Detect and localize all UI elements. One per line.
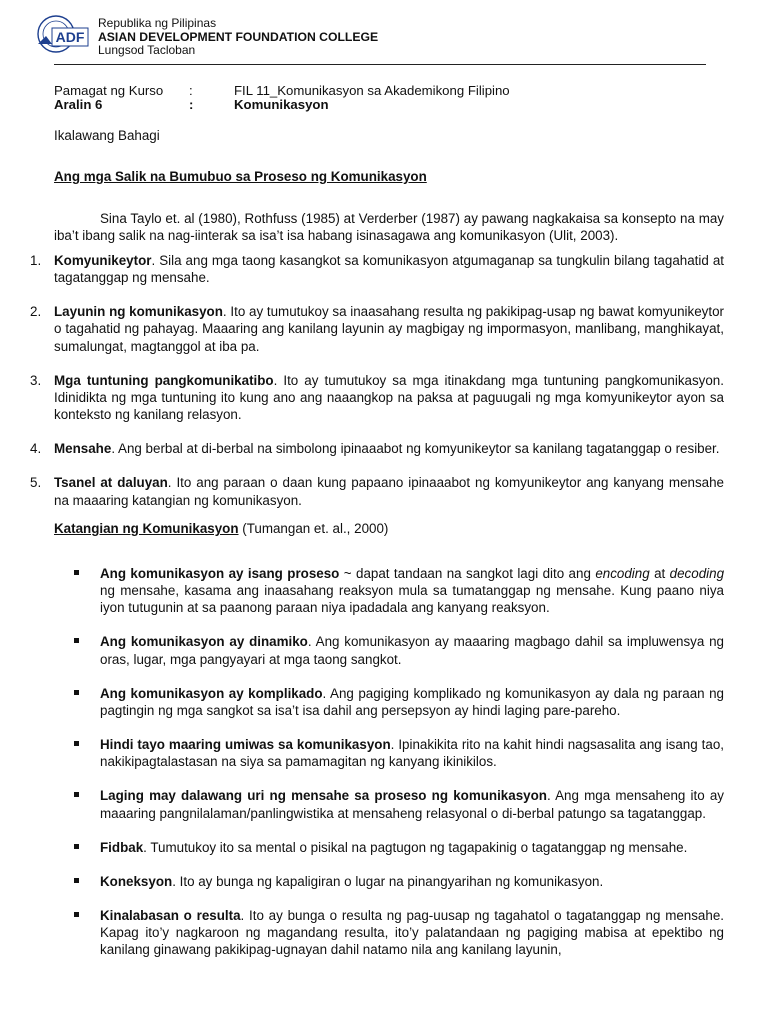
characteristic-term: Laging may dalawang uri ng mensahe sa proseso ng komunikasyon	[100, 788, 547, 804]
factor-item	[0, 372, 724, 423]
characteristic-item	[0, 787, 724, 821]
header-divider	[54, 64, 706, 65]
factor-text: . Ito ay tumutukoy sa mga itinakdang mga tuntuning pangkomunikasyon. Idinidikta ng mga tuntuning ito kung ano ang naaangkop na paksa at paguugali ng mga komyunikeytor ayon sa konteksto ng kanilang relasyon.	[54, 372, 724, 423]
factor-number: 5.	[30, 475, 42, 491]
college-logo	[32, 14, 92, 54]
characteristic-term: Hindi tayo maaring umiwas sa komunikasyon	[100, 737, 391, 753]
factor-term: Layunin ng komunikasyon	[54, 304, 223, 320]
course-label: Pamagat ng Kurso	[54, 83, 164, 98]
characteristic-term: Ang komunikasyon ay dinamiko	[100, 634, 308, 650]
characteristic-item	[0, 907, 724, 958]
factor-text: . Ito ay tumutukoy sa inaasahang resulta ng pakikipag-usap ng bawat komyunikeytor o tagahatid ng pahayag. Maaaring ang kanilang layunin ay magbigay ng impormasyon, manlibang, manghikayat, sumalungat, magtanggol at iba pa.	[54, 304, 724, 354]
course-value: FIL 11_Komunikasyon sa Akademikong Filipino	[234, 83, 510, 98]
factor-number: 2.	[30, 304, 42, 320]
lesson-row	[0, 97, 768, 113]
factor-item	[0, 252, 724, 286]
factor-term: Tsanel at daluyan	[54, 475, 168, 491]
characteristic-text: . Ang mga mensaheng ito ay maaaring pangnilalaman/panlingwistika at mensaheng relasyonal o di-berbal patungo sa tagatanggap.	[100, 788, 724, 821]
factor-item	[0, 303, 724, 354]
factor-number: 4.	[30, 441, 42, 457]
square-bullet-icon	[74, 878, 79, 883]
square-bullet-icon	[74, 690, 79, 695]
factor-number: 3.	[30, 372, 42, 388]
factor-text: . Sila ang mga taong kasangkot sa komunikasyon atgumaganap sa tungkulin bilang tagahatid at tagatanggap ng mensahe.	[54, 253, 724, 286]
factor-term: Mga tuntuning pangkomunikatibo	[54, 372, 274, 388]
header-college: ASIAN DEVELOPMENT FOUNDATION COLLEGE	[98, 30, 379, 44]
characteristic-item	[0, 565, 724, 616]
characteristic-text: . Tumutukoy ito sa mental o pisikal na pagtugon ng tagapakinig o tagatanggap ng mensahe.	[143, 839, 688, 855]
lesson-value: Komunikasyon	[234, 97, 329, 112]
characteristic-item	[0, 873, 724, 890]
header-republic: Republika ng Pilipinas	[98, 16, 217, 30]
factor-item	[0, 474, 724, 508]
section-title: Ang mga Salik na Bumubuo sa Proseso ng Komunikasyon	[54, 169, 427, 184]
square-bullet-icon	[74, 844, 79, 849]
square-bullet-icon	[74, 570, 79, 575]
characteristics-title: Katangian ng Komunikasyon	[54, 521, 239, 536]
course-colon: :	[189, 83, 193, 98]
characteristic-term: Koneksyon	[100, 873, 173, 889]
lesson-colon: :	[189, 97, 194, 112]
square-bullet-icon	[74, 912, 79, 917]
characteristic-text: at	[649, 566, 670, 581]
square-bullet-icon	[74, 638, 79, 643]
characteristic-text: ng mensahe, kasama ang inaasahang reaksyon mula sa tumatanggap ng mensahe. Kung paano niya iyon tutugunin at sa paanong paraan niya ipadadala ang kanyang reaksyon.	[100, 583, 724, 616]
characteristic-text: . Ito ay bunga o resulta ng pag-uusap ng tagahatol o tagatanggap ng mensahe. Kapag ito’y nagkaroon ng magandang resulta, ito’y palatandaan ng pagiging mabisa at epektibo ng kanilang ginawang pakikipag-ugnayan dahil natamo nila ang kanilang layunin,	[100, 908, 724, 958]
characteristic-term: Ang komunikasyon ay komplikado	[100, 685, 323, 701]
intro-paragraph: Sina Taylo et. al (1980), Rothfuss (1985) at Verderber (1987) ay pawang nagkakaisa sa konsepto na may iba’t ibang salik na nag-iinterak sa isa’t isa habang isinasagawa ang komunikasyon (Ulit, 2003).	[54, 211, 724, 244]
square-bullet-icon	[74, 792, 79, 797]
characteristic-term: Fidbak	[100, 839, 144, 855]
characteristics-citation: (Tumangan et. al., 2000)	[238, 521, 389, 536]
factor-number: 1.	[30, 253, 42, 268]
characteristic-term: Kinalabasan o resulta	[100, 908, 241, 924]
characteristic-item	[0, 633, 724, 667]
lesson-label: Aralin 6	[54, 97, 103, 112]
factor-text: . Ang berbal at di-berbal na simbolong ipinaaabot ng komyunikeytor sa kanilang tagatanggap o resiber.	[111, 441, 720, 457]
characteristic-text: . Ang komunikasyon ay maaaring magbago dahil sa impluwensya ng oras, lugar, mga pangyayari at mga taong sangkot.	[100, 634, 724, 667]
factor-text: . Ito ang paraan o daan kung papaano ipinaaabot ng komyunikeytor ang kanyang mensahe na maaaring katangian ng komunikasyon.	[54, 475, 724, 508]
square-bullet-icon	[74, 741, 79, 746]
characteristic-text: ~ dapat tandaan na sangkot lagi dito ang	[339, 566, 596, 581]
characteristics-list	[0, 565, 724, 959]
characteristic-text: . Ang pagiging komplikado ng komunikasyon ay dala ng paraan ng pagtingin ng mga sangkot sa isa’t isa dahil ang persepsyon ay hindi laging pare-pareho.	[100, 685, 724, 718]
factor-term: Mensahe	[54, 441, 112, 457]
characteristic-item	[0, 685, 724, 719]
emphasis-decoding: decoding	[669, 566, 725, 581]
factor-item	[0, 440, 724, 457]
characteristic-text: . Ito ay bunga ng kapaligiran o lugar na pinangyarihan ng komunikasyon.	[172, 873, 604, 889]
factor-term: Komyunikeytor	[54, 253, 152, 268]
logo-text: ADF	[55, 29, 85, 45]
characteristic-item	[0, 736, 724, 770]
characteristic-item	[0, 839, 724, 856]
emphasis-encoding: encoding	[595, 566, 650, 581]
factors-list	[0, 252, 724, 509]
characteristic-term: Ang komunikasyon ay isang proseso	[100, 566, 340, 581]
header-city: Lungsod Tacloban	[98, 43, 196, 57]
characteristics-heading	[54, 520, 388, 537]
characteristic-text: . Ipinakikita rito na kahit hindi nagsasalita ang isang tao, nakikipagtalastasan na siya sa pamamagitan ng kanyang ikinikilos.	[100, 737, 724, 770]
part-label: Ikalawang Bahagi	[54, 128, 160, 143]
